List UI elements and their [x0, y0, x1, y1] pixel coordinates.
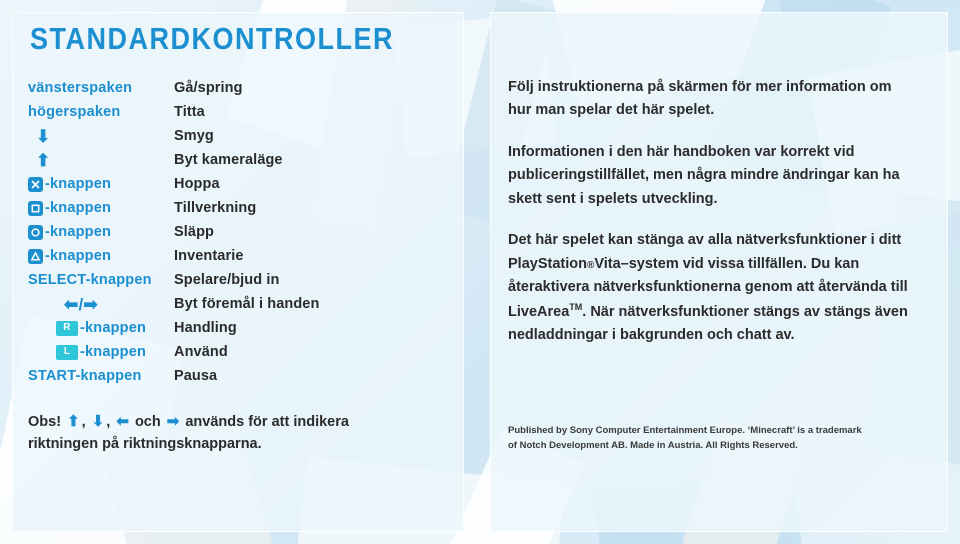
paragraph-manual-accuracy: Informationen i den här handboken var korrekt vid publiceringstillfället, men några mindre ändringar kan ha skett sent i spelets utveckling. [508, 143, 900, 207]
arrow-right-icon: ➡ [166, 413, 180, 430]
note-line-2: riktningen på riktningsknapparna. [28, 435, 262, 452]
control-key [28, 344, 174, 360]
cross-button-icon [28, 177, 43, 192]
control-row [28, 268, 448, 292]
control-row [28, 100, 448, 124]
control-key [28, 296, 174, 313]
control-action: Titta [174, 104, 205, 120]
page-title: STANDARDKONTROLLER [30, 22, 394, 56]
triangle-button-icon [28, 249, 43, 264]
note-lead: Obs! [28, 414, 62, 430]
control-action: Släpp [174, 224, 214, 240]
control-row [28, 340, 448, 364]
control-key [28, 224, 174, 240]
control-row [28, 316, 448, 340]
direction-note [28, 412, 428, 456]
control-key [28, 80, 174, 96]
control-action: Handling [174, 320, 237, 336]
control-key-label: SELECT-knappen [28, 272, 152, 288]
control-key [28, 320, 174, 336]
network-text-c: . När nätverksfunktioner stängs av stängs även nedladdningar i bakgrunden och chatt av. [508, 303, 908, 344]
note-sep-2: , [106, 414, 115, 430]
control-action: Hoppa [174, 176, 220, 192]
shoulder-r-icon: R [56, 321, 78, 336]
network-text-a: Det här spelet kan stänga av alla nätverksfunktioner i ditt PlayStation [508, 232, 902, 272]
legal-line-1: Published by Sony Computer Entertainment Europe. ‘Minecraft’ is a trademark [508, 425, 862, 436]
registered-mark: ® [586, 259, 595, 271]
arrow-left-icon: ⬅ [116, 413, 129, 430]
arrow-right-icon: ➡ [83, 294, 98, 314]
control-key-label: vänsterspaken [28, 80, 133, 96]
control-key [28, 272, 174, 288]
note-tail: används för att indikera [181, 414, 349, 430]
arrow-down-icon: ⬇ [91, 413, 105, 430]
control-action: Inventarie [174, 248, 244, 264]
control-key [28, 248, 174, 264]
arrow-up-icon: ⬆ [36, 150, 51, 170]
control-key-label: -knappen [45, 224, 112, 240]
legal-line-2: of Notch Development AB. Made in Austria. All Rights Reserved. [508, 439, 798, 451]
control-key [28, 104, 174, 120]
control-key [28, 200, 174, 216]
circle-button-icon [28, 225, 43, 240]
paragraph-network-features [508, 229, 916, 347]
control-row [28, 244, 448, 268]
control-row [28, 124, 448, 148]
control-row [28, 292, 448, 316]
arrow-down-icon: ⬇ [36, 126, 51, 146]
arrow-up-icon: ⬆ [67, 413, 80, 430]
control-row [28, 172, 448, 196]
control-action: Tillverkning [174, 200, 257, 216]
control-key-label: -knappen [80, 344, 147, 360]
control-key-label: -knappen [80, 320, 147, 336]
control-action: Spelare/bjud in [174, 272, 280, 288]
note-and: och [130, 414, 165, 430]
control-key [28, 368, 174, 384]
control-action: Byt kameraläge [174, 152, 283, 168]
control-action: Använd [174, 344, 228, 360]
slash-separator: / [78, 294, 84, 314]
control-key [28, 152, 174, 169]
control-action: Smyg [174, 128, 214, 144]
control-key-label: -knappen [45, 200, 112, 216]
control-row [28, 220, 448, 244]
control-action: Gå/spring [174, 80, 243, 96]
right-text-block [508, 76, 916, 348]
network-text-b: Vita–system vid vissa tillfällen. Du kan återaktivera nätverksfunktionerna genom att återvända till LiveArea [508, 255, 908, 320]
control-action: Byt föremål i handen [174, 296, 320, 312]
control-key-label: START-knappen [28, 368, 142, 384]
paragraph-onscreen-instructions: Följ instruktionerna på skärmen för mer information om hur man spelar det här spelet. [508, 79, 892, 119]
control-action: Pausa [174, 368, 218, 384]
note-sep-1: , [81, 414, 90, 430]
arrow-left-icon: ⬅ [64, 294, 79, 314]
control-row [28, 148, 448, 172]
square-button-icon [28, 201, 43, 216]
control-key-label: -knappen [45, 248, 112, 264]
control-key-label: högerspaken [28, 104, 121, 120]
trademark-mark: TM [569, 301, 583, 312]
control-row [28, 76, 448, 100]
legal-notice [508, 424, 908, 453]
control-key-label: -knappen [45, 176, 112, 192]
controls-list [28, 76, 448, 388]
control-row [28, 364, 448, 388]
control-key [28, 176, 174, 192]
control-key [28, 128, 174, 145]
control-row [28, 196, 448, 220]
shoulder-l-icon: L [56, 345, 78, 360]
